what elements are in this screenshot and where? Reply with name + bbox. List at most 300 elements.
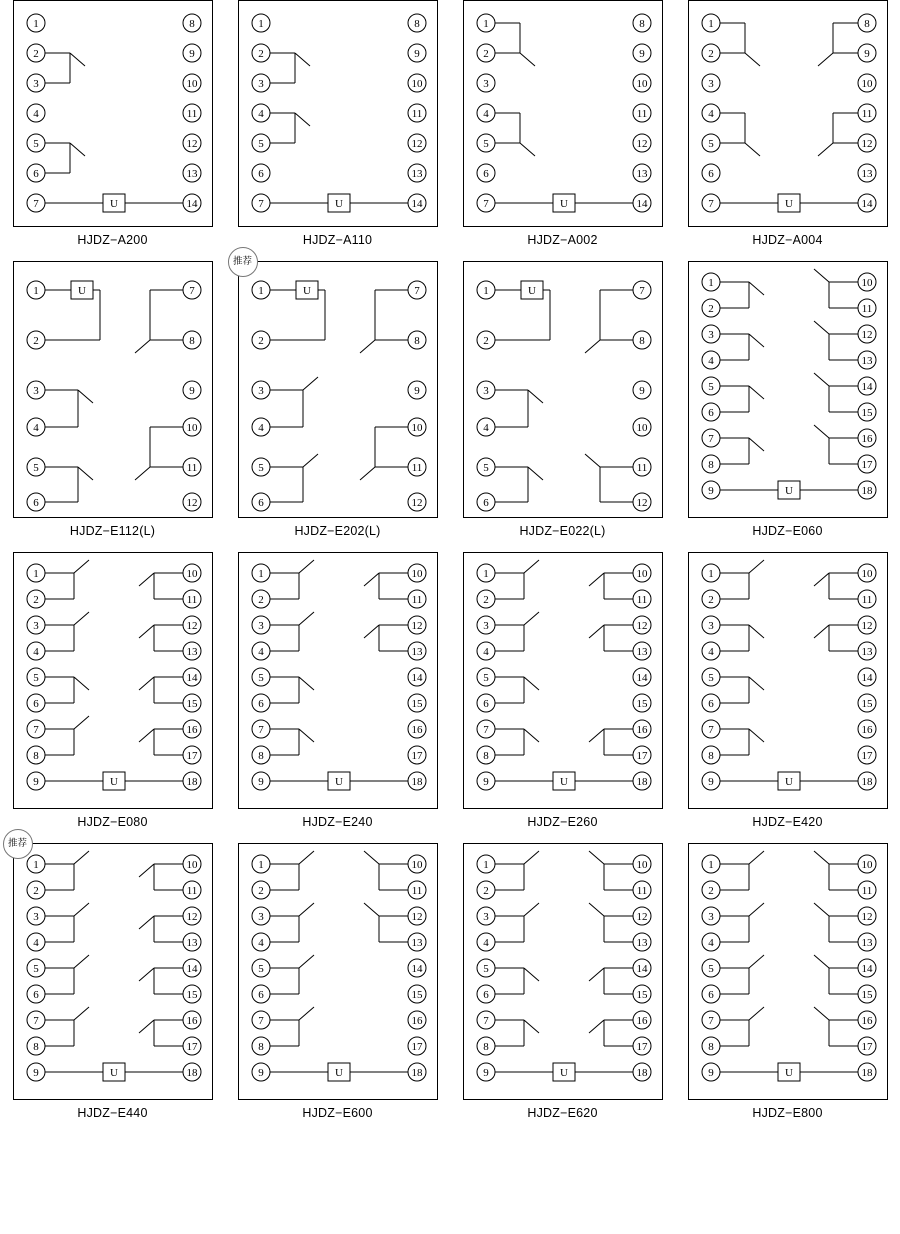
contact-5-blade (814, 625, 829, 638)
terminal-label-14: 14 (186, 197, 197, 210)
terminal-label-6: 6 (482, 167, 489, 180)
diagram-caption-hjdz-a004: HJDZ−A004 (752, 233, 823, 247)
contact-2-blade (749, 955, 764, 968)
diagram-border-hjdz-e440 (13, 843, 213, 1100)
terminal-label-10: 10 (861, 77, 872, 90)
diagram-border-hjdz-e060 (688, 261, 888, 518)
terminal-label-10: 10 (636, 858, 647, 871)
diagram-cell (675, 261, 900, 552)
contact-2-blade (585, 340, 600, 353)
contact-3-blade (585, 454, 600, 467)
terminal-label-14: 14 (411, 197, 422, 210)
diagram-hjdz-e202l (232, 256, 438, 538)
diagram-border-hjdz-e202l (238, 261, 438, 518)
terminal-label-12: 12 (186, 496, 197, 509)
diagram-cell (450, 552, 675, 843)
terminal-label-7: 7 (707, 723, 714, 736)
contact-5-blade (814, 903, 829, 916)
terminal-label-11: 11 (411, 593, 422, 606)
terminal-label-16: 16 (411, 723, 422, 736)
diagram-caption-hjdz-e420: HJDZ−E420 (752, 815, 823, 829)
terminal-label-4: 4 (257, 421, 264, 434)
terminal-label-5: 5 (707, 671, 714, 684)
terminal-label-2: 2 (482, 593, 489, 606)
diagram-caption-hjdz-a200: HJDZ−A200 (77, 233, 148, 247)
contact-7-blade (139, 729, 154, 742)
schematic-hjdz-a200 (14, 1, 214, 226)
terminal-label-9: 9 (707, 1066, 714, 1079)
terminal-label-11: 11 (636, 107, 647, 120)
contact-2-blade (360, 340, 375, 353)
contact-1-blade (528, 467, 543, 480)
diagram-cell (450, 0, 675, 261)
diagram-border-hjdz-e420 (688, 552, 888, 809)
terminal-label-7: 7 (32, 197, 39, 210)
terminal-label-2: 2 (32, 334, 39, 347)
terminal-label-18: 18 (861, 775, 872, 788)
terminal-label-17: 17 (186, 749, 197, 762)
terminal-label-4: 4 (32, 107, 39, 120)
terminal-label-16: 16 (186, 1014, 197, 1027)
terminal-label-4: 4 (482, 936, 489, 949)
terminal-label-7: 7 (257, 1014, 264, 1027)
terminal-label-10: 10 (186, 77, 197, 90)
terminal-label-7: 7 (638, 284, 645, 297)
diagram-caption-hjdz-e112l: HJDZ−E112(L) (69, 524, 156, 538)
terminal-label-4: 4 (707, 354, 714, 367)
terminal-label-4: 4 (32, 421, 39, 434)
terminal-label-4: 4 (257, 645, 264, 658)
terminal-label-7: 7 (707, 197, 714, 210)
terminal-label-13: 13 (186, 936, 197, 949)
terminal-label-18: 18 (861, 484, 872, 497)
terminal-label-14: 14 (636, 197, 647, 210)
diagram-caption-hjdz-e022l: HJDZ−E022(L) (519, 524, 606, 538)
terminal-label-7: 7 (32, 723, 39, 736)
terminal-label-9: 9 (188, 384, 195, 397)
terminal-label-7: 7 (482, 197, 489, 210)
terminal-label-1: 1 (482, 858, 489, 871)
terminal-label-6: 6 (482, 697, 489, 710)
contact-3-blade (749, 1007, 764, 1020)
terminal-label-12: 12 (861, 619, 872, 632)
terminal-label-5: 5 (707, 962, 714, 975)
contact-2-blade (74, 677, 89, 690)
diagram-border-hjdz-a200 (13, 0, 213, 227)
terminal-label-3: 3 (257, 619, 264, 632)
coil-label: U (109, 1067, 118, 1079)
terminal-label-18: 18 (636, 1066, 647, 1079)
terminal-label-2: 2 (707, 593, 714, 606)
contact-2-blade (818, 53, 833, 66)
diagram-caption-hjdz-e620: HJDZ−E620 (527, 1106, 598, 1120)
terminal-label-9: 9 (32, 1066, 39, 1079)
terminal-label-13: 13 (636, 167, 647, 180)
terminal-label-3: 3 (32, 384, 39, 397)
terminal-label-15: 15 (186, 697, 197, 710)
terminal-label-11: 11 (861, 884, 872, 897)
diagram-hjdz-e600 (238, 843, 438, 1120)
contact-4-blade (589, 851, 604, 864)
diagram-caption-hjdz-e240: HJDZ−E240 (302, 815, 373, 829)
terminal-label-9: 9 (257, 1066, 264, 1079)
contact-5-blade (814, 321, 829, 334)
terminal-label-18: 18 (411, 775, 422, 788)
terminal-label-15: 15 (636, 697, 647, 710)
contact-6-blade (589, 729, 604, 742)
contact-6-blade (139, 677, 154, 690)
terminal-label-3: 3 (482, 384, 489, 397)
diagram-hjdz-e440 (7, 838, 213, 1120)
terminal-label-5: 5 (257, 461, 264, 474)
contact-1-blade (749, 625, 764, 638)
diagram-caption-hjdz-e260: HJDZ−E260 (527, 815, 598, 829)
terminal-label-9: 9 (707, 775, 714, 788)
terminal-label-10: 10 (861, 276, 872, 289)
terminal-label-6: 6 (257, 496, 264, 509)
diagram-hjdz-e080 (13, 552, 213, 829)
diagram-hjdz-e620 (463, 843, 663, 1120)
terminal-label-5: 5 (257, 962, 264, 975)
contact-5-blade (139, 625, 154, 638)
terminal-label-5: 5 (257, 671, 264, 684)
terminal-label-5: 5 (32, 962, 39, 975)
terminal-label-12: 12 (411, 137, 422, 150)
terminal-label-9: 9 (638, 47, 645, 60)
terminal-label-10: 10 (636, 421, 647, 434)
contact-1-blade (299, 612, 314, 625)
diagram-cell (0, 552, 225, 843)
terminal-label-6: 6 (257, 988, 264, 1001)
terminal-label-11: 11 (411, 461, 422, 474)
terminal-label-10: 10 (186, 567, 197, 580)
terminal-label-3: 3 (32, 77, 39, 90)
terminal-label-7: 7 (257, 723, 264, 736)
contact-2-blade (749, 386, 764, 399)
diagram-caption-hjdz-e202l: HJDZ−E202(L) (294, 524, 381, 538)
diagram-border-hjdz-e112l (13, 261, 213, 518)
contact-2-blade (299, 955, 314, 968)
terminal-label-16: 16 (861, 1014, 872, 1027)
terminal-label-11: 11 (186, 593, 197, 606)
contact-1-blade (299, 903, 314, 916)
terminal-label-5: 5 (482, 137, 489, 150)
terminal-label-17: 17 (411, 749, 422, 762)
contact-3-blade (749, 729, 764, 742)
terminal-label-2: 2 (257, 47, 264, 60)
terminal-label-16: 16 (861, 432, 872, 445)
contact-0-blade (749, 282, 764, 295)
terminal-label-4: 4 (482, 421, 489, 434)
terminal-label-14: 14 (861, 671, 872, 684)
terminal-label-2: 2 (257, 593, 264, 606)
terminal-label-8: 8 (638, 334, 645, 347)
terminal-label-6: 6 (257, 167, 264, 180)
diagram-border-hjdz-a002 (463, 0, 663, 227)
terminal-label-8: 8 (413, 17, 420, 30)
terminal-label-14: 14 (186, 671, 197, 684)
terminal-label-10: 10 (411, 567, 422, 580)
diagram-cell (675, 843, 900, 1134)
terminal-label-17: 17 (861, 749, 872, 762)
contact-3-blade (524, 1020, 539, 1033)
terminal-label-8: 8 (32, 749, 39, 762)
contact-3-blade (74, 1007, 89, 1020)
terminal-label-7: 7 (707, 1014, 714, 1027)
contact-1-blade (524, 903, 539, 916)
contact-5-blade (364, 625, 379, 638)
terminal-label-14: 14 (186, 962, 197, 975)
diagram-cell (0, 261, 225, 552)
terminal-label-1: 1 (32, 858, 39, 871)
schematic-hjdz-e240 (239, 553, 439, 808)
terminal-label-2: 2 (482, 334, 489, 347)
contact-1-blade (524, 612, 539, 625)
contact-4-blade (364, 573, 379, 586)
diagram-border-hjdz-e600 (238, 843, 438, 1100)
terminal-label-11: 11 (861, 302, 872, 315)
terminal-label-5: 5 (32, 671, 39, 684)
terminal-label-1: 1 (482, 567, 489, 580)
terminal-label-8: 8 (707, 749, 714, 762)
terminal-label-6: 6 (482, 988, 489, 1001)
terminal-label-3: 3 (482, 910, 489, 923)
coil-label: U (784, 776, 793, 788)
terminal-label-6: 6 (32, 988, 39, 1001)
terminal-label-8: 8 (188, 334, 195, 347)
terminal-label-10: 10 (636, 77, 647, 90)
contact-2-blade (299, 677, 314, 690)
terminal-label-6: 6 (482, 496, 489, 509)
diagram-hjdz-e060 (688, 261, 888, 538)
terminal-label-14: 14 (636, 671, 647, 684)
contact-7-blade (589, 1020, 604, 1033)
terminal-label-15: 15 (861, 406, 872, 419)
diagram-caption-hjdz-e600: HJDZ−E600 (302, 1106, 373, 1120)
contact-1-blade (78, 467, 93, 480)
recommended-badge: 推荐 (3, 829, 33, 859)
terminal-label-6: 6 (707, 167, 714, 180)
terminal-label-2: 2 (707, 302, 714, 315)
diagram-cell (225, 552, 450, 843)
contact-6-blade (589, 968, 604, 981)
terminal-label-5: 5 (707, 137, 714, 150)
terminal-label-16: 16 (636, 723, 647, 736)
terminal-label-8: 8 (257, 749, 264, 762)
diagram-border-hjdz-e800 (688, 843, 888, 1100)
terminal-label-9: 9 (482, 775, 489, 788)
terminal-label-4: 4 (482, 645, 489, 658)
terminal-label-17: 17 (636, 749, 647, 762)
schematic-hjdz-e202l (239, 262, 439, 517)
terminal-label-2: 2 (482, 47, 489, 60)
terminal-label-14: 14 (411, 671, 422, 684)
contact-0-blade (78, 390, 93, 403)
contact-4-blade (814, 851, 829, 864)
terminal-label-1: 1 (707, 567, 714, 580)
terminal-label-10: 10 (636, 567, 647, 580)
contact-7-blade (139, 1020, 154, 1033)
terminal-label-2: 2 (257, 334, 264, 347)
terminal-label-9: 9 (482, 1066, 489, 1079)
terminal-label-12: 12 (186, 619, 197, 632)
contact-6-blade (139, 968, 154, 981)
terminal-label-1: 1 (707, 276, 714, 289)
terminal-label-15: 15 (861, 697, 872, 710)
terminal-label-10: 10 (411, 858, 422, 871)
terminal-label-1: 1 (707, 17, 714, 30)
schematic-hjdz-e600 (239, 844, 439, 1099)
terminal-label-10: 10 (411, 421, 422, 434)
diagram-hjdz-e420 (688, 552, 888, 829)
terminal-label-8: 8 (188, 17, 195, 30)
contact-5-blade (589, 903, 604, 916)
terminal-label-13: 13 (861, 167, 872, 180)
terminal-label-13: 13 (861, 936, 872, 949)
terminal-label-3: 3 (707, 328, 714, 341)
coil-label: U (334, 198, 343, 210)
contact-4-blade (364, 851, 379, 864)
terminal-label-10: 10 (861, 567, 872, 580)
coil-label: U (559, 776, 568, 788)
diagram-cell (675, 552, 900, 843)
contact-0-blade (749, 560, 764, 573)
diagram-caption-hjdz-e800: HJDZ−E800 (752, 1106, 823, 1120)
terminal-label-4: 4 (482, 107, 489, 120)
terminal-label-2: 2 (32, 884, 39, 897)
terminal-label-12: 12 (411, 619, 422, 632)
contact-3-blade (360, 467, 375, 480)
contact-4-blade (139, 573, 154, 586)
diagram-caption-hjdz-e080: HJDZ−E080 (77, 815, 148, 829)
terminal-label-11: 11 (186, 107, 197, 120)
terminal-label-11: 11 (186, 461, 197, 474)
schematic-hjdz-e260 (464, 553, 664, 808)
schematic-hjdz-a004 (689, 1, 889, 226)
terminal-label-3: 3 (257, 77, 264, 90)
diagram-caption-hjdz-e440: HJDZ−E440 (77, 1106, 148, 1120)
terminal-label-8: 8 (257, 1040, 264, 1053)
diagram-cell (450, 261, 675, 552)
diagram-hjdz-a004 (688, 0, 888, 247)
terminal-label-5: 5 (482, 461, 489, 474)
contact-0-blade (524, 560, 539, 573)
diagram-border-hjdz-e260 (463, 552, 663, 809)
terminal-label-12: 12 (861, 910, 872, 923)
terminal-label-4: 4 (257, 107, 264, 120)
terminal-label-15: 15 (861, 988, 872, 1001)
contact-1-blade (520, 143, 535, 156)
diagram-caption-hjdz-a002: HJDZ−A002 (527, 233, 598, 247)
coil-label: U (559, 1067, 568, 1079)
terminal-label-1: 1 (257, 17, 264, 30)
terminal-label-12: 12 (411, 910, 422, 923)
terminal-label-9: 9 (413, 384, 420, 397)
terminal-label-12: 12 (636, 910, 647, 923)
terminal-label-6: 6 (32, 167, 39, 180)
schematic-hjdz-e080 (14, 553, 214, 808)
terminal-label-14: 14 (861, 380, 872, 393)
terminal-label-8: 8 (32, 1040, 39, 1053)
contact-3-blade (74, 716, 89, 729)
contact-0-blade (70, 53, 85, 66)
terminal-label-4: 4 (32, 645, 39, 658)
terminal-label-1: 1 (32, 17, 39, 30)
terminal-label-6: 6 (707, 406, 714, 419)
terminal-label-3: 3 (32, 910, 39, 923)
terminal-label-3: 3 (707, 619, 714, 632)
terminal-label-9: 9 (32, 775, 39, 788)
contact-4-blade (814, 269, 829, 282)
terminal-label-7: 7 (707, 432, 714, 445)
contact-0-blade (295, 53, 310, 66)
terminal-label-4: 4 (707, 936, 714, 949)
contact-2-blade (524, 677, 539, 690)
terminal-label-12: 12 (861, 137, 872, 150)
coil-label: U (784, 485, 793, 497)
terminal-label-16: 16 (636, 1014, 647, 1027)
contact-4-blade (814, 573, 829, 586)
terminal-label-14: 14 (861, 197, 872, 210)
contact-0-blade (299, 560, 314, 573)
coil-label: U (559, 198, 568, 210)
terminal-label-13: 13 (186, 167, 197, 180)
coil-label: U (109, 776, 118, 788)
terminal-label-1: 1 (482, 17, 489, 30)
terminal-label-8: 8 (863, 17, 870, 30)
terminal-label-9: 9 (638, 384, 645, 397)
contact-1-blade (303, 454, 318, 467)
terminal-label-9: 9 (707, 484, 714, 497)
coil-label: U (334, 776, 343, 788)
diagram-caption-hjdz-e060: HJDZ−E060 (752, 524, 823, 538)
terminal-label-1: 1 (32, 284, 39, 297)
diagram-caption-hjdz-a110: HJDZ−A110 (302, 233, 373, 247)
terminal-label-7: 7 (413, 284, 420, 297)
terminal-label-5: 5 (482, 671, 489, 684)
terminal-label-13: 13 (186, 645, 197, 658)
contact-6-blade (814, 955, 829, 968)
contact-2-blade (135, 340, 150, 353)
terminal-label-7: 7 (257, 197, 264, 210)
schematic-hjdz-e620 (464, 844, 664, 1099)
terminal-label-7: 7 (188, 284, 195, 297)
diagram-hjdz-e022l (463, 261, 663, 538)
terminal-label-2: 2 (707, 47, 714, 60)
schematic-hjdz-e420 (689, 553, 889, 808)
terminal-label-10: 10 (186, 421, 197, 434)
terminal-label-11: 11 (636, 884, 647, 897)
terminal-label-4: 4 (32, 936, 39, 949)
terminal-label-8: 8 (707, 1040, 714, 1053)
terminal-label-15: 15 (411, 988, 422, 1001)
terminal-label-13: 13 (861, 645, 872, 658)
terminal-label-4: 4 (257, 936, 264, 949)
terminal-label-13: 13 (861, 354, 872, 367)
terminal-label-12: 12 (186, 910, 197, 923)
terminal-label-12: 12 (186, 137, 197, 150)
contact-7-blade (814, 1007, 829, 1020)
terminal-label-2: 2 (32, 47, 39, 60)
terminal-label-9: 9 (257, 775, 264, 788)
terminal-label-11: 11 (411, 884, 422, 897)
diagram-border-hjdz-e022l (463, 261, 663, 518)
terminal-label-17: 17 (861, 458, 872, 471)
terminal-label-8: 8 (413, 334, 420, 347)
terminal-label-1: 1 (707, 858, 714, 871)
contact-1-blade (70, 143, 85, 156)
schematic-hjdz-e440 (14, 844, 214, 1099)
